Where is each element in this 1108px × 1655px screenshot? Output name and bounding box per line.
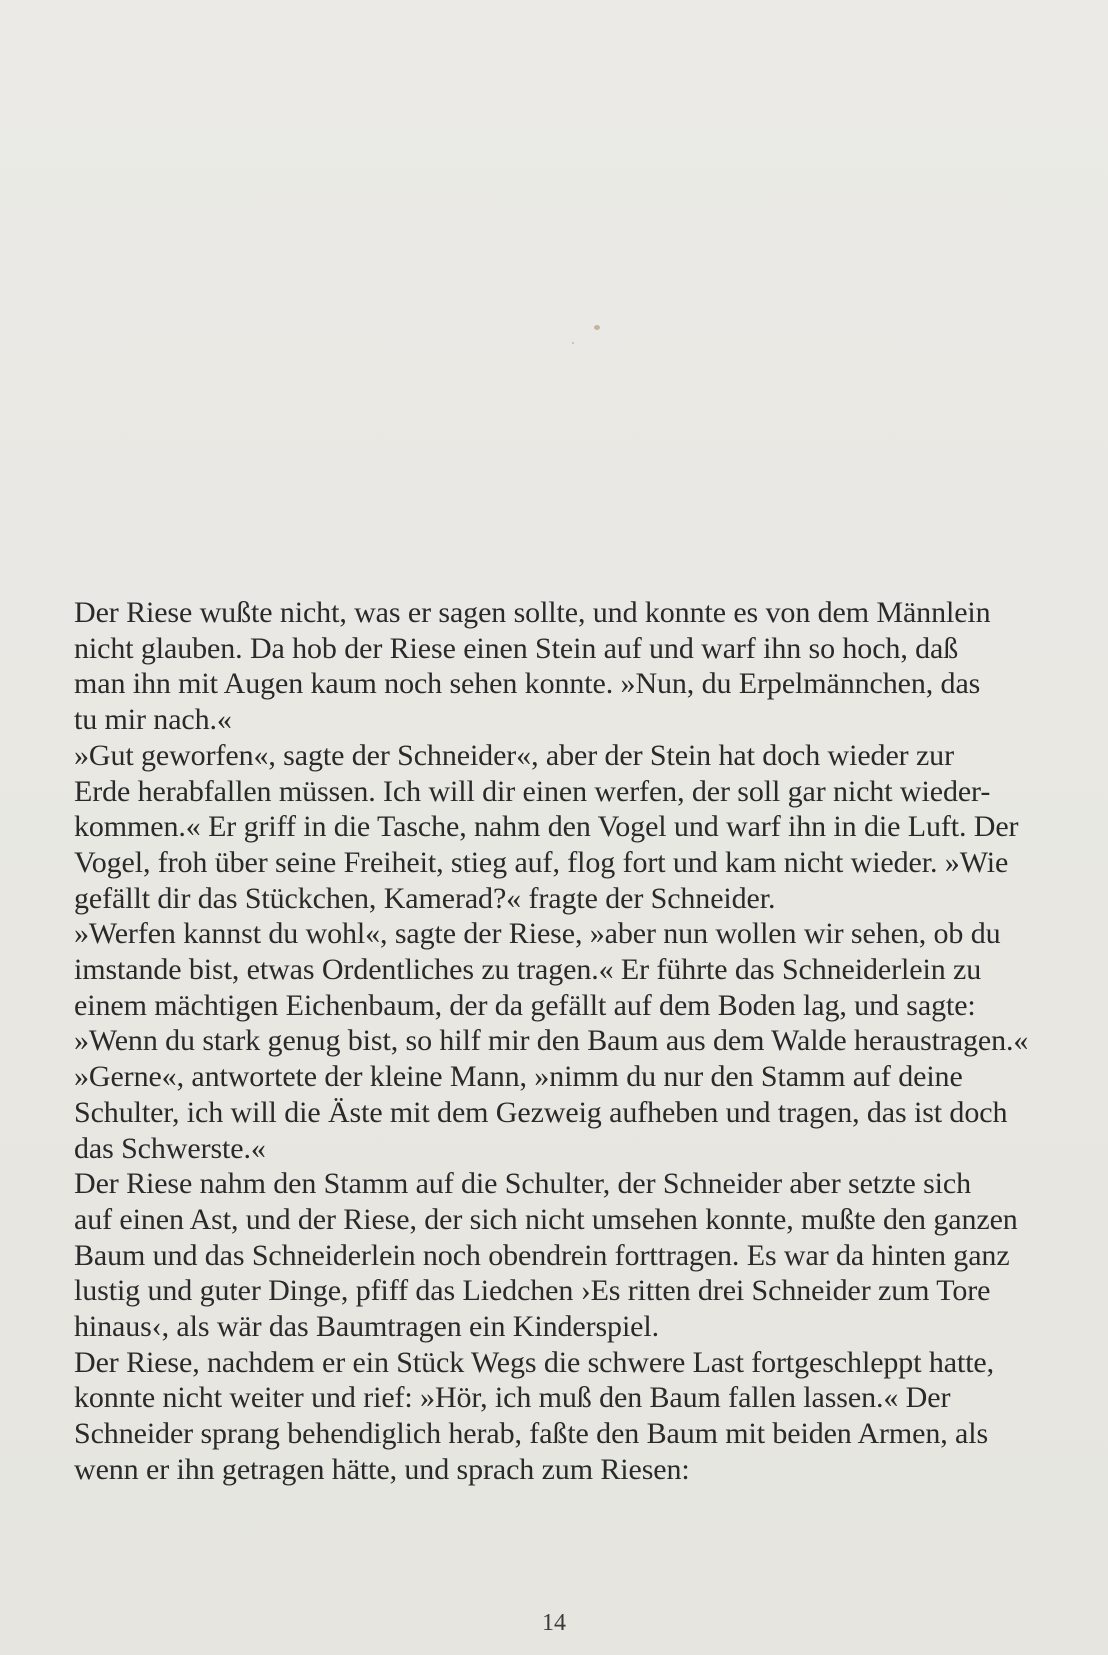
text-line: das Schwerste.« bbox=[74, 1131, 266, 1165]
text-line: »Werfen kannst du wohl«, sagte der Riese, »aber nun wollen wir sehen, ob du bbox=[74, 917, 1001, 951]
text-line: konnte nicht weiter und rief: »Hör, ich muß den Baum fallen lassen.« Der bbox=[74, 1381, 951, 1415]
text-line: gefällt dir das Stückchen, Kamerad?« fragte der Schneider. bbox=[74, 881, 776, 915]
text-line: kommen.« Er griff in die Tasche, nahm den Vogel und warf ihn in die Luft. Der bbox=[74, 810, 1019, 844]
text-line: Der Riese wußte nicht, was er sagen sollte, und konnte es von dem Männlein bbox=[74, 596, 991, 629]
text-line: Der Riese, nachdem er ein Stück Wegs die schwere Last fortgeschleppt hatte, bbox=[74, 1345, 995, 1379]
text-line: Schulter, ich will die Äste mit dem Gezweig aufheben und tragen, das ist doch bbox=[74, 1095, 1008, 1129]
text-line: hinaus‹, als wär das Baumtragen ein Kinderspiel. bbox=[74, 1310, 660, 1344]
text-line: Baum und das Schneiderlein noch obendrein forttragen. Es war da hinten ganz bbox=[74, 1238, 1010, 1272]
story-text bbox=[74, 595, 1084, 1488]
text-line: Der Riese nahm den Stamm auf die Schulter, der Schneider aber setzte sich bbox=[74, 1167, 972, 1201]
page-number: 14 bbox=[542, 1610, 566, 1636]
text-line: tu mir nach.« bbox=[74, 703, 232, 737]
text-line: wenn er ihn getragen hätte, und sprach zum Riesen: bbox=[74, 1452, 690, 1486]
text-line: »Gut geworfen«, sagte der Schneider«, aber der Stein hat doch wieder zur bbox=[74, 738, 954, 772]
text-line: man ihn mit Augen kaum noch sehen konnte. »Nun, du Erpelmännchen, das bbox=[74, 667, 981, 701]
paper-speck bbox=[572, 342, 574, 344]
text-line: lustig und guter Dinge, pfiff das Liedchen ›Es ritten drei Schneider zum Tore bbox=[74, 1274, 991, 1308]
text-line: auf einen Ast, und der Riese, der sich nicht umsehen konnte, mußte den ganzen bbox=[74, 1202, 1018, 1236]
text-line: Erde herabfallen müssen. Ich will dir einen werfen, der soll gar nicht wieder- bbox=[74, 774, 991, 808]
text-line: Vogel, froh über seine Freiheit, stieg auf, flog fort und kam nicht wieder. »Wie bbox=[74, 845, 1009, 879]
text-line: einem mächtigen Eichenbaum, der da gefällt auf dem Boden lag, und sagte: bbox=[74, 988, 976, 1022]
text-line: »Wenn du stark genug bist, so hilf mir den Baum aus dem Walde heraustragen.« bbox=[74, 1024, 1029, 1058]
text-line: Schneider sprang behendiglich herab, faßte den Baum mit beiden Armen, als bbox=[74, 1417, 989, 1451]
text-line: nicht glauben. Da hob der Riese einen Stein auf und warf ihn so hoch, daß bbox=[74, 631, 959, 665]
paper-speck bbox=[594, 325, 600, 330]
text-line: imstande bist, etwas Ordentliches zu tragen.« Er führte das Schneiderlein zu bbox=[74, 953, 982, 987]
text-line: »Gerne«, antwortete der kleine Mann, »nimm du nur den Stamm auf deine bbox=[74, 1060, 963, 1094]
